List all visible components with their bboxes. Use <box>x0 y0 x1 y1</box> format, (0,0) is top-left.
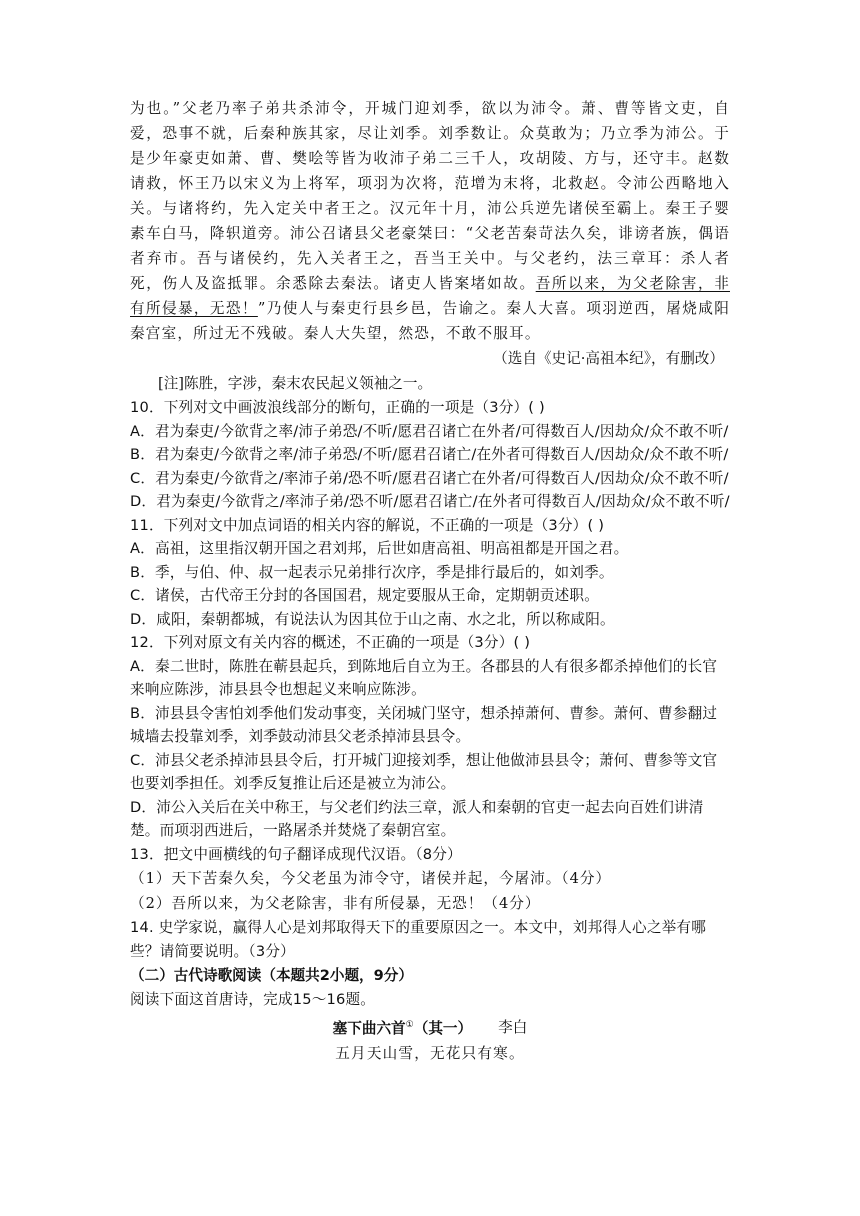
q10-option-d: D．君为秦吏/今欲背之/率沛子弟/恐不听/愿君召诸亡/在外者可得数百人/因劫众/众不敢不听/ <box>130 493 730 510</box>
underlined-sentence: 吾所以来，为父老除害，非有所侵暴，无恐！ <box>130 275 730 317</box>
q10-option-b: B．君为秦吏/今欲背之率/沛子弟恐/不听/愿君召诸亡/在外者可得数百人/因劫众/众不敢不听/ <box>130 446 729 463</box>
q12-option-a: A．秦二世时，陈胜在蕲县起兵，到陈地后自立为王。各郡县的人有很多都杀掉他们的长官来响应陈涉，沛县县令也想起义来响应陈涉。 <box>130 657 718 698</box>
q11-option-a: A．高祖，这里指汉朝开国之君刘邦，后世如唐高祖、明高祖都是开国之君。 <box>130 540 629 557</box>
question-11 <box>130 514 730 632</box>
q11-option-b: B．季，与伯、仲、叔一起表示兄弟排行次序，季是排行最后的，如刘季。 <box>130 563 614 581</box>
q14-stem: 14. 史学家说，赢得人心是刘邦取得天下的重要原因之一。本文中，刘邦得人心之举有哪些？请简要说明。（3分） <box>130 919 707 960</box>
passage-text-b: ”乃使人与秦吏行县乡邑，告谕之。秦人大喜。项羽逆西，屠烧咸阳秦宫室，所过无不残破。秦人大失望，然恐，不敢不服耳。 <box>130 300 730 342</box>
q12-option-c: C．沛县父老杀掉沛县县令后，打开城门迎接刘季，想让他做沛县县令；萧何、曹参等文官也要刘季担任。刘季反复推让后还是被立为沛公。 <box>130 751 718 792</box>
poem-title: 塞下曲六首 <box>332 1019 406 1037</box>
q11-option-d: D．咸阳，秦朝都城，有说法认为因其位于山之南、水之北，所以称咸阳。 <box>130 610 615 628</box>
q11-option-c: C．诸侯，古代帝王分封的各国国君，规定要服从王命，定期朝贡述职。 <box>130 587 599 604</box>
question-10 <box>130 396 730 514</box>
q12-option-b: B．沛县县令害怕刘季他们发动事变，关闭城门坚守，想杀掉萧何、曹参。萧何、曹参翻过城墙去投靠刘季，刘季鼓动沛县父老杀掉沛县县令。 <box>130 704 718 745</box>
q13-sentence-2: （2）吾所以来，为父老除害，非有所侵暴，无恐！（4分） <box>130 895 541 912</box>
q10-stem: 10．下列对文中画波浪线部分的断句，正确的一项是（3分）( ) <box>130 399 545 416</box>
question-12 <box>130 631 730 843</box>
poem <box>130 1012 730 1068</box>
q10-option-c: C．君为秦吏/今欲背之/率沛子弟/恐不听/愿君召诸亡在外者/可得数百人/因劫众/众不敢不听/ <box>130 469 729 487</box>
q11-stem: 11．下列对文中加点词语的相关内容的解说，不正确的一项是（3分）( ) <box>130 516 605 534</box>
passage-text-a: 为也。”父老乃率子弟共杀沛令，开城门迎刘季，欲以为沛令。萧、曹等皆文吏，自爱，恐事不就，后秦种族其家，尽让刘季。刘季数让。众莫敢为；乃立季为沛公。于是少年豪吏如萧、曹、樊哙等皆为收沛子弟二三千人，攻胡陵、方与，还守丰。赵数请救，怀王乃以宋义为上将军，项羽为次将，范增为末将，北救赵。令沛公西略地入关。与诸将约，先入定关中者王之。汉元年十月，沛公兵逆先诸侯至霸上。秦王子婴素车白马，降轵道旁。沛公召诸县父老豪桀曰：“父老苦秦苛法久矣，诽谤者族，偶语者弃市。吾与诸侯约，先入关者王之，吾当王关中。与父老约，法三章耳：杀人者死，伤人及盗抵罪。余悉除去秦法。诸吏人皆案堵如故。 <box>130 100 730 292</box>
passage-source: （选自《史记·高祖本纪》，有删改） <box>493 350 724 367</box>
poem-title-line <box>130 1012 730 1042</box>
section-heading-poetry: （二）古代诗歌阅读（本题共2小题，9分） <box>130 967 413 984</box>
q13-stem: 13．把文中画横线的句子翻译成现代汉语。（8分） <box>130 845 462 863</box>
q13-sentence-1: （1）天下苦秦久矣，今父老虽为沛令守，诸侯并起，今屠沛。（4分） <box>130 870 612 887</box>
q12-option-d: D．沛公入关后在关中称王，与父老们约法三章，派人和秦朝的官吏一起去向百姓们讲清楚。而项羽西进后，一路屠杀并焚烧了秦朝宫室。 <box>130 798 704 839</box>
passage-note: [注]陈胜，字涉，秦末农民起义领袖之一。 <box>158 375 433 392</box>
poem-note-mark: ① <box>405 1019 414 1030</box>
q12-stem: 12．下列对原文有关内容的概述，不正确的一项是（3分）( ) <box>130 634 531 651</box>
poem-subtitle: （其一） <box>413 1019 473 1037</box>
q10-option-a: A．君为秦吏/今欲背之率/沛子弟恐/不听/愿君召诸亡在外者/可得数百人/因劫众/众不敢不听/ <box>130 422 729 440</box>
exam-page <box>130 96 730 1067</box>
question-14 <box>130 916 730 963</box>
passage-paragraph <box>130 96 730 346</box>
poem-author: 李白 <box>498 1019 528 1037</box>
poetry-instruction: 阅读下面这首唐诗，完成15～16题。 <box>130 991 376 1008</box>
question-13 <box>130 843 730 917</box>
classical-passage <box>130 96 730 346</box>
poem-line-1: 五月天山雪，无花只有寒。 <box>335 1045 525 1063</box>
